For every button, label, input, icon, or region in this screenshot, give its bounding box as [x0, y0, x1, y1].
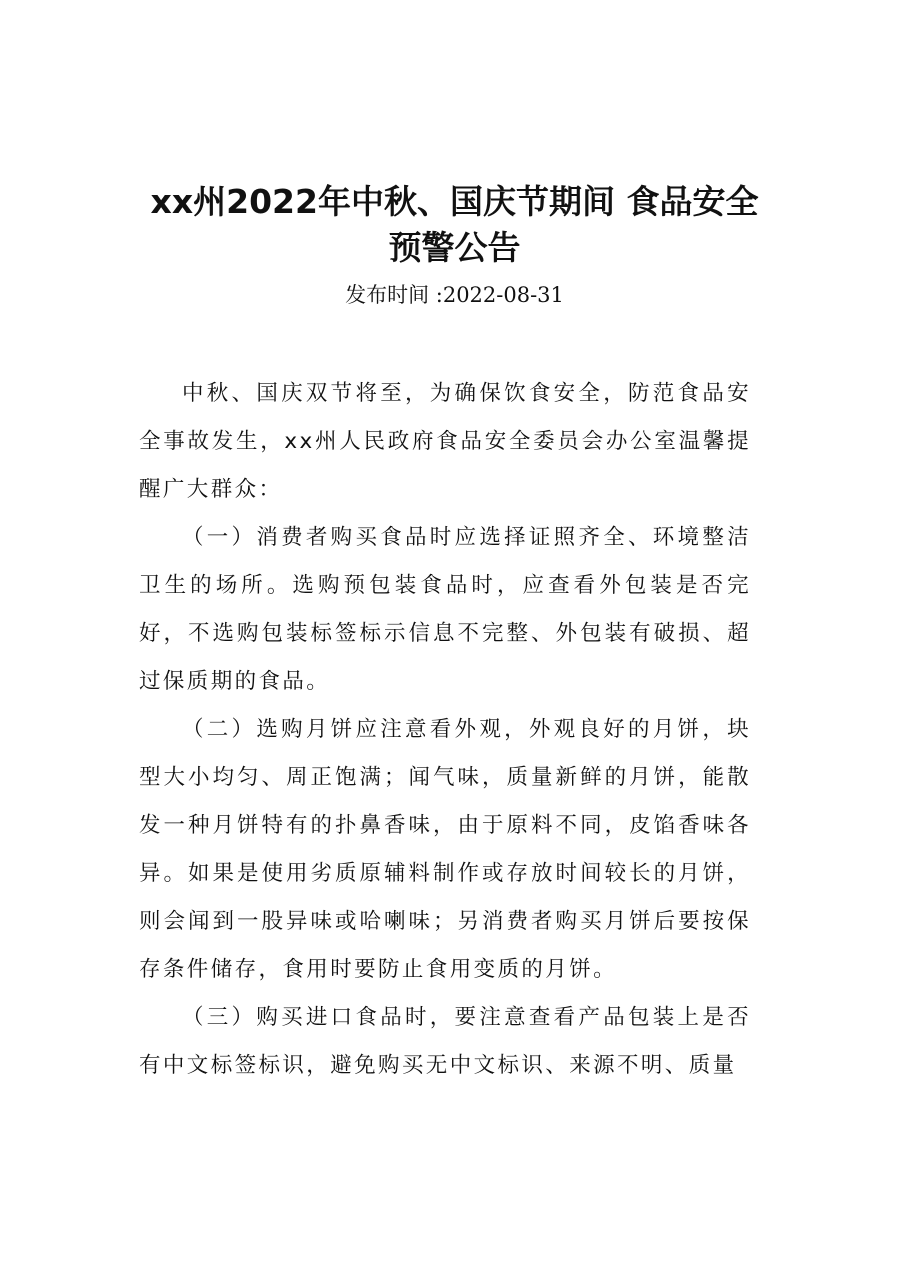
- paragraph-item-1: （一）消费者购买食品时应选择证照齐全、环境整洁卫生的场所。选购预包装食品时，应查看外包装是否完好，不选购包装标签标示信息不完整、外包装有破损、超过保质期的食品。: [139, 525, 751, 694]
- document-title-line2: 预警公告: [388, 228, 521, 267]
- paragraph-item-2: （二）选购月饼应注意看外观，外观良好的月饼，块型大小均匀、周正饱满；闻气味，质量新鲜的月饼，能散发一种月饼特有的扑鼻香味，由于原料不同，皮馅香味各异。如果是使用劣质原辅料制作或存放时间较长的月饼，则会闻到一股异味或哈喇味；另消费者购买月饼后要按保存条件储存，食用时要防止食用变质的月饼。: [139, 717, 751, 982]
- publish-date: 发布时间 :2022-08-31: [345, 283, 564, 307]
- paragraph-item-3: （三）购买进口食品时，要注意查看产品包装上是否有中文标签标识，避免购买无中文标识、来源不明、质量: [139, 1005, 751, 1078]
- document-title-line1: xx州2022年中秋、国庆节期间 食品安全: [150, 182, 759, 221]
- paragraph-intro: 中秋、国庆双节将至，为确保饮食安全，防范食品安全事故发生，xx州人民政府食品安全委员会办公室温馨提醒广大群众：: [139, 381, 751, 502]
- document-body: [139, 370, 751, 1090]
